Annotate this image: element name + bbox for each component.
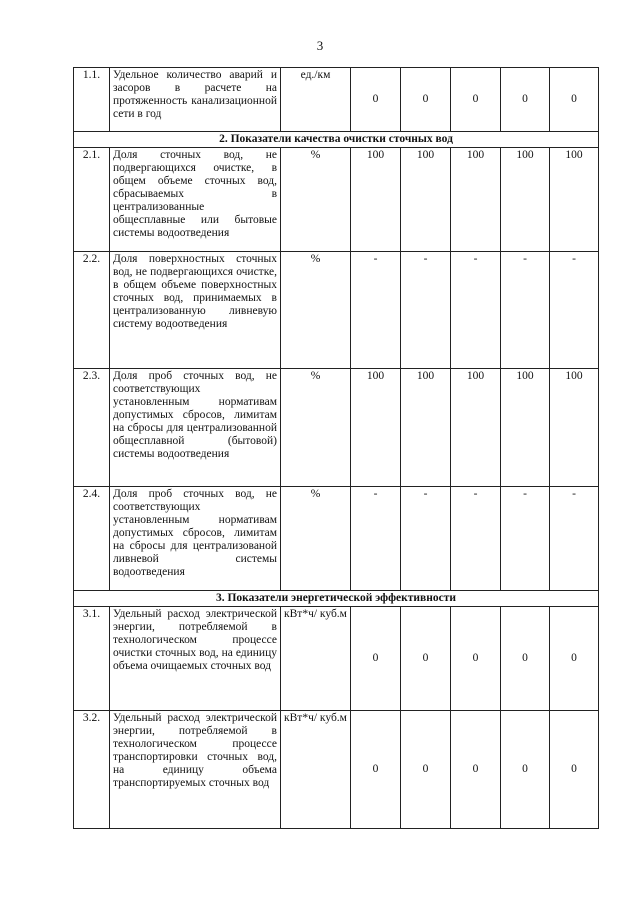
indicator-value: 100	[351, 148, 401, 252]
indicator-value: 100	[501, 148, 550, 252]
indicator-value: 0	[401, 711, 451, 829]
indicator-value: 100	[550, 369, 599, 487]
indicator-value: 0	[351, 711, 401, 829]
indicator-value: 0	[451, 68, 501, 132]
indicator-value: 100	[401, 369, 451, 487]
row-number: 3.2.	[74, 711, 110, 829]
row-number: 3.1.	[74, 607, 110, 711]
section-title: 2. Показатели качества очистки сточных вод	[74, 132, 599, 148]
indicator-value: 100	[550, 148, 599, 252]
table-row	[74, 68, 599, 132]
indicator-value: 0	[550, 68, 599, 132]
page-number: 3	[316, 38, 324, 53]
indicator-value: 100	[401, 148, 451, 252]
indicator-description: Удельный расход электрической энергии, потребляемой в технологическом процессе очистки сточных вод, на единицу объема очищаемых сточных вод	[110, 607, 281, 711]
indicator-value: 100	[451, 148, 501, 252]
indicator-value: 0	[550, 607, 599, 711]
unit-of-measure: кВт*ч/ куб.м	[281, 711, 351, 829]
table-row	[74, 711, 599, 829]
indicator-value: 0	[401, 68, 451, 132]
table-row	[74, 252, 599, 369]
indicator-value: 0	[451, 711, 501, 829]
unit-of-measure: %	[281, 252, 351, 369]
unit-of-measure: %	[281, 148, 351, 252]
table-row	[74, 148, 599, 252]
section-title: 3. Показатели энергетической эффективности	[74, 591, 599, 607]
indicator-value: -	[451, 487, 501, 591]
indicator-value: 0	[451, 607, 501, 711]
unit-of-measure: %	[281, 369, 351, 487]
indicator-description: Доля сточных вод, не подвергающихся очистке, в общем объеме сточных вод, сбрасываемых в централизованные общесплавные или бытовые системы водоотведения	[110, 148, 281, 252]
indicator-value: 0	[501, 607, 550, 711]
row-number: 2.3.	[74, 369, 110, 487]
indicator-value: -	[351, 252, 401, 369]
indicator-value: -	[501, 487, 550, 591]
unit-of-measure: %	[281, 487, 351, 591]
indicator-value: 0	[401, 607, 451, 711]
row-number: 2.1.	[74, 148, 110, 252]
table-row	[74, 607, 599, 711]
unit-of-measure: ед./км	[281, 68, 351, 132]
row-number: 1.1.	[74, 68, 110, 132]
indicator-value: 100	[351, 369, 401, 487]
indicator-value: -	[351, 487, 401, 591]
indicator-description: Удельное количество аварий и засоров в расчете на протяженность канализационной сети в год	[110, 68, 281, 132]
indicator-value: 0	[351, 68, 401, 132]
indicator-value: -	[401, 252, 451, 369]
indicator-value: 100	[501, 369, 550, 487]
indicator-value: 100	[451, 369, 501, 487]
indicator-value: -	[401, 487, 451, 591]
indicators-table	[73, 67, 599, 829]
indicator-value: 0	[351, 607, 401, 711]
indicator-description: Доля поверхностных сточных вод, не подвергающихся очистке, в общем объеме поверхностных сточных вод, принимаемых в централизованную ливневую систему водоотведения	[110, 252, 281, 369]
indicator-value: -	[550, 487, 599, 591]
indicator-value: 0	[501, 68, 550, 132]
indicator-description: Доля проб сточных вод, не соответствующих установленным нормативам допустимых сбросов, лимитам на сбросы для централизованной общесплавной (бытовой) системы водоотведения	[110, 369, 281, 487]
indicator-description: Удельный расход электрической энергии, потребляемой в технологическом процессе транспортировки сточных вод, на единицу объема транспортируемых сточных вод	[110, 711, 281, 829]
row-number: 2.2.	[74, 252, 110, 369]
indicator-value: 0	[550, 711, 599, 829]
indicator-value: -	[451, 252, 501, 369]
row-number: 2.4.	[74, 487, 110, 591]
unit-of-measure: кВт*ч/ куб.м	[281, 607, 351, 711]
indicator-value: -	[550, 252, 599, 369]
table-row	[74, 487, 599, 591]
table-row	[74, 369, 599, 487]
indicator-value: -	[501, 252, 550, 369]
section-header	[74, 591, 599, 607]
indicator-value: 0	[501, 711, 550, 829]
indicator-description: Доля проб сточных вод, не соответствующих установленным нормативам допустимых сбросов, лимитам на сбросы для централизованой ливневой системы водоотведения	[110, 487, 281, 591]
section-header	[74, 132, 599, 148]
